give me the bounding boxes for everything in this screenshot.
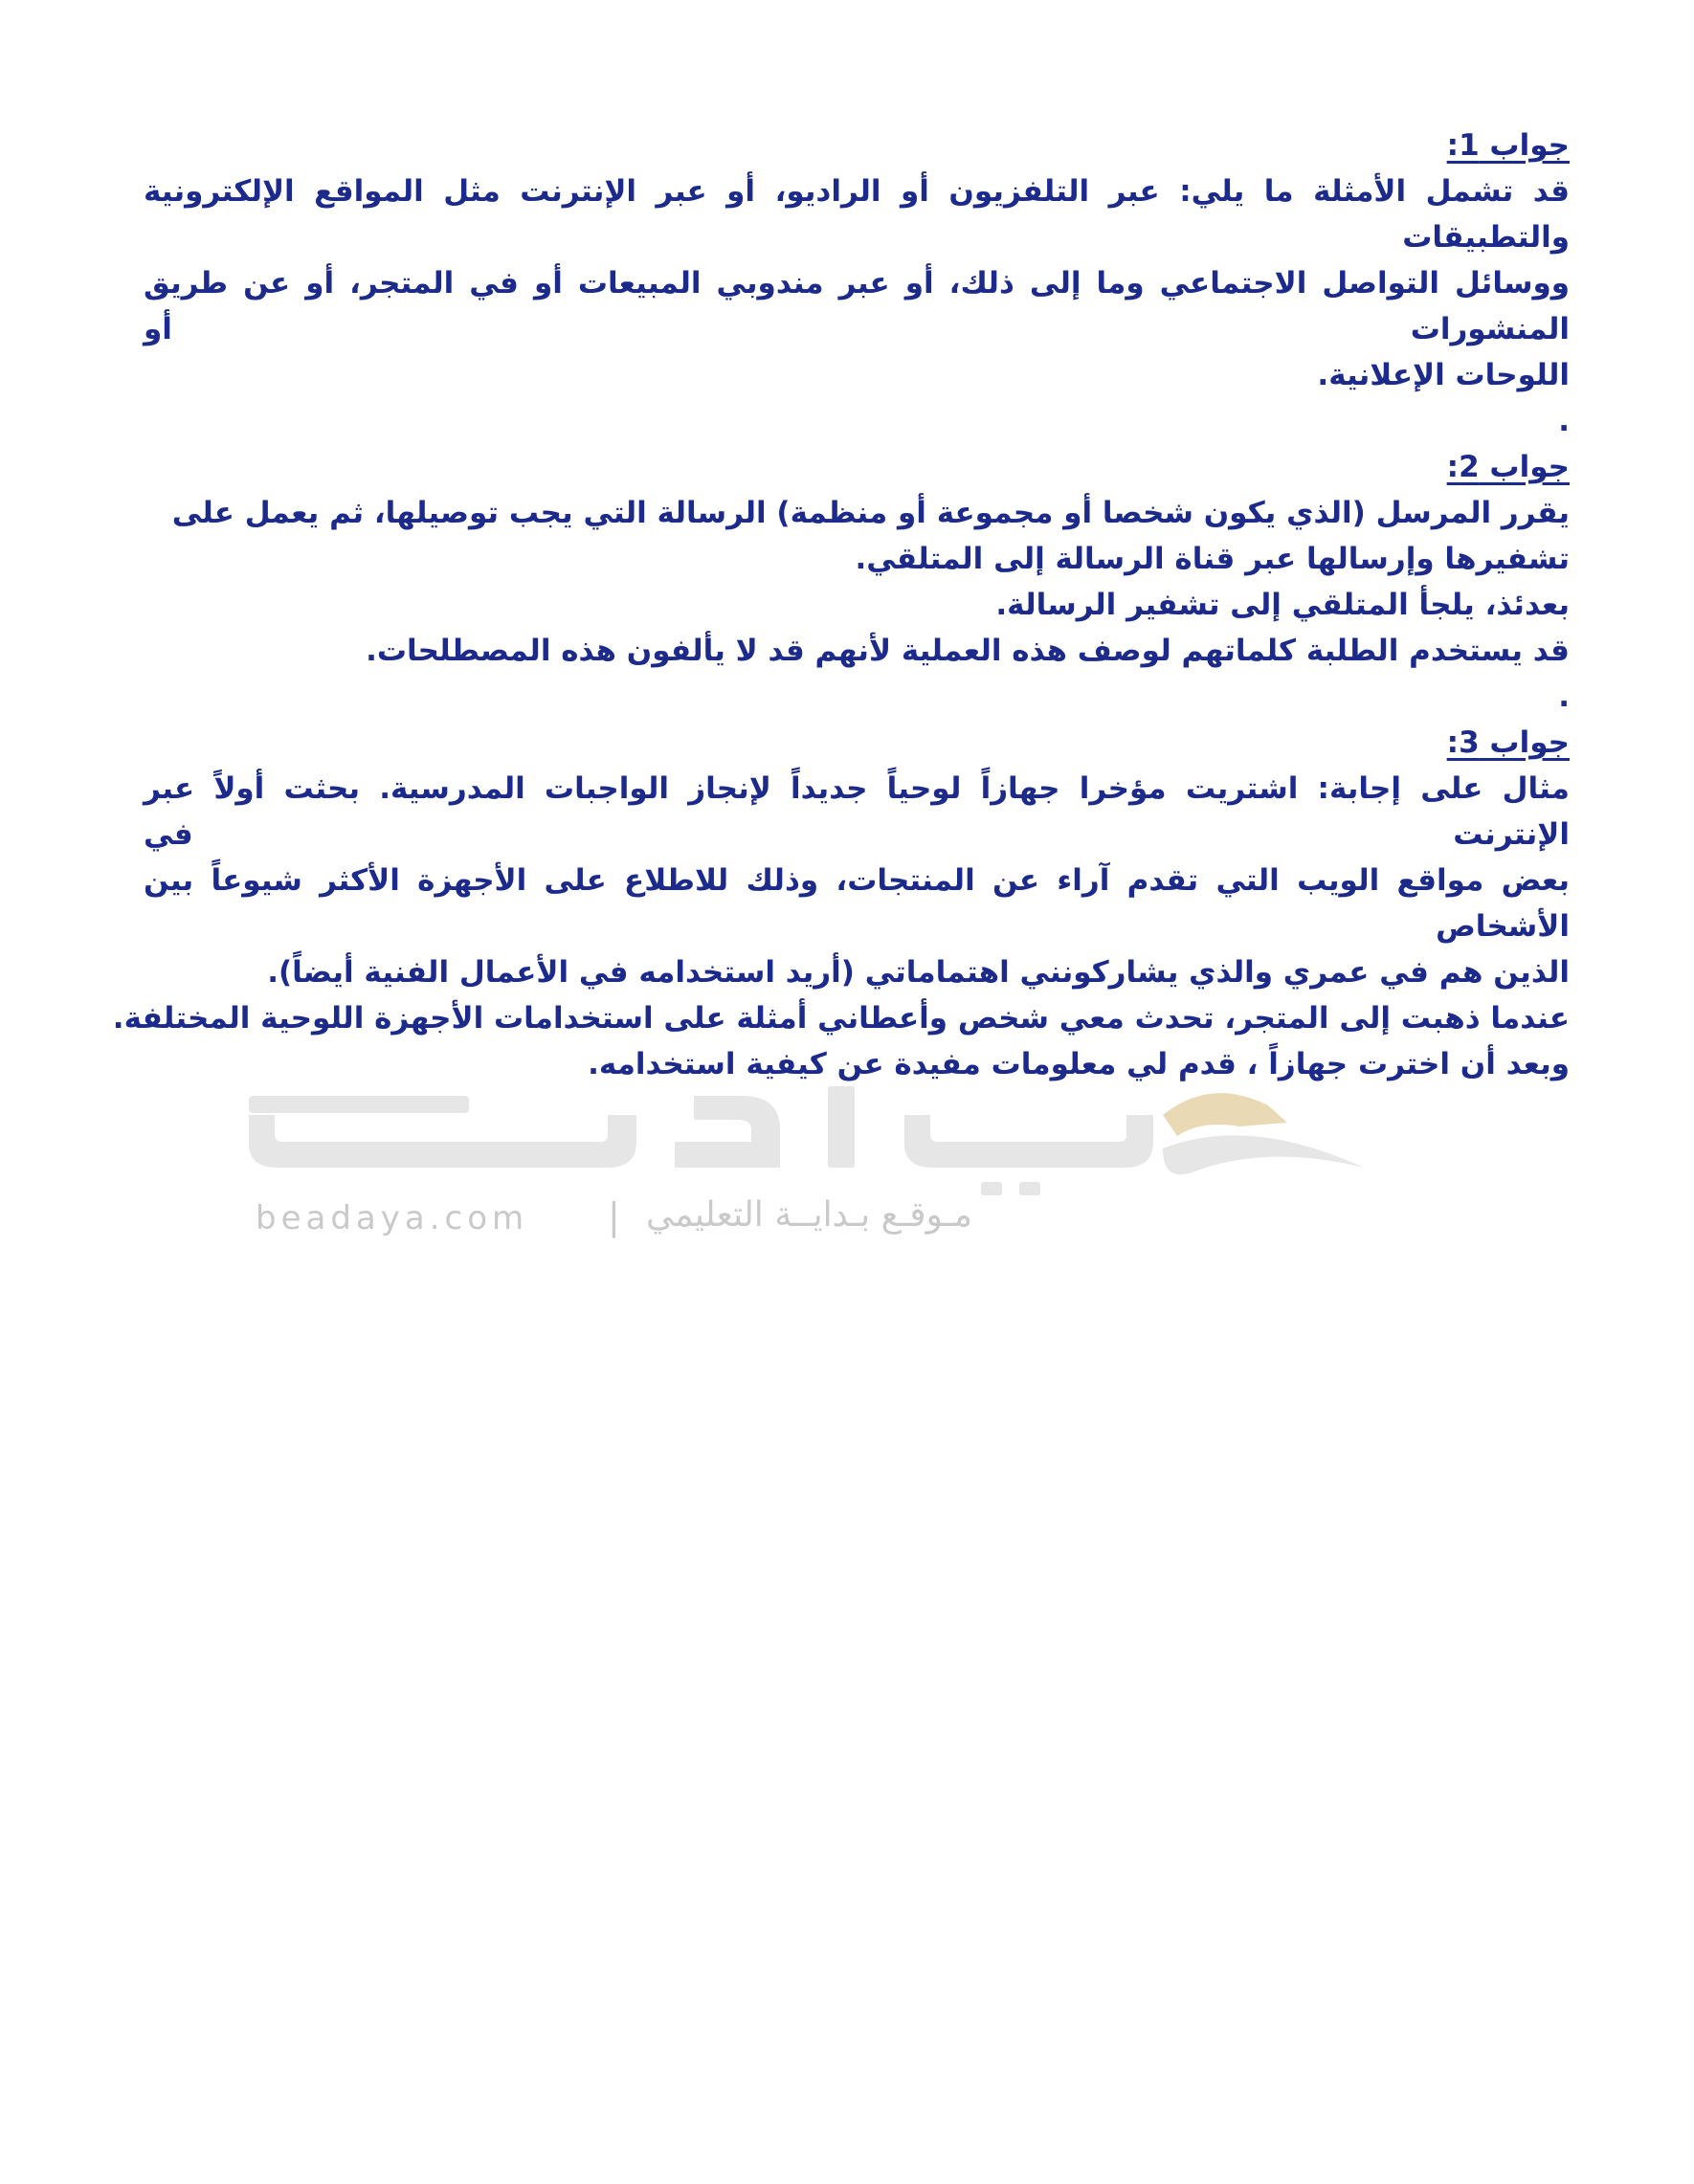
answer-1-line-1: قد تشمل الأمثلة ما يلي: عبر التلفزيون أو الراديو، أو عبر الإنترنت مثل المواقع الإلكترونية والتطبيقات [144, 174, 1570, 255]
answer-1-heading: جواب 1: [1446, 128, 1570, 163]
watermark-arabic-text: مـوقـع بـدايــة التعليمي [646, 1195, 972, 1235]
answer-1-trailing-dot: . [1558, 404, 1570, 438]
watermark-separator: | [608, 1195, 620, 1237]
answer-2-line-4: قد يستخدم الطلبة كلماتهم لوصف هذه العملية لأنهم قد لا يألفون هذه المصطلحات. [366, 634, 1570, 668]
watermark [244, 1077, 1431, 1249]
answer-2-line-2: تشفيرها وإرسالها عبر قناة الرسالة إلى المتلقي. [855, 542, 1570, 576]
answer-1-line-3: اللوحات الإعلانية. [1317, 358, 1570, 392]
beadaya-logo-icon [244, 1077, 1431, 1201]
answer-3-line-1: مثال على إجابة: اشتريت مؤخرا جهازاً لوحياً جديداً لإنجاز الواجبات المدرسية. بحثت أولاً عبر الإنترنت في [144, 771, 1570, 852]
answer-1-line-2: ووسائل التواصل الاجتماعي وما إلى ذلك، أو عبر مندوبي المبيعات أو في المتجر، أو عن طريق المنشورات أو [144, 266, 1570, 346]
answer-2-line-3: بعدئذ، يلجأ المتلقي إلى تشفير الرسالة. [995, 588, 1570, 622]
answer-3-line-4: عندما ذهبت إلى المتجر، تحدث معي شخص وأعطاني أمثلة على استخدامات الأجهزة اللوحية المختلفة. [112, 1001, 1570, 1036]
answer-2-trailing-dot: . [1558, 680, 1570, 714]
answer-2-heading: جواب 2: [1446, 450, 1570, 484]
answer-3-line-3: الذين هم في عمري والذي يشاركونني اهتماماتي (أريد استخدامه في الأعمال الفنية أيضاً). [267, 955, 1570, 990]
answer-2-line-1: يقرر المرسل (الذي يكون شخصا أو مجموعة أو منظمة) الرسالة التي يجب توصيلها، ثم يعمل على [171, 496, 1570, 530]
answer-3-heading: جواب 3: [1446, 725, 1570, 760]
document-content [112, 123, 1570, 1087]
answer-2-section [144, 444, 1570, 720]
answer-3-section [112, 720, 1570, 1087]
answer-1-section [144, 123, 1570, 444]
watermark-url: beadaya.com [256, 1199, 529, 1237]
answer-3-line-2: بعض مواقع الويب التي تقدم آراء عن المنتجات، وذلك للاطلاع على الأجهزة الأكثر شيوعاً بين الأشخاص [144, 863, 1570, 944]
answer-3-line-5: وبعد أن اخترت جهازاً ، قدم لي معلومات مفيدة عن كيفية استخدامه. [588, 1047, 1570, 1081]
